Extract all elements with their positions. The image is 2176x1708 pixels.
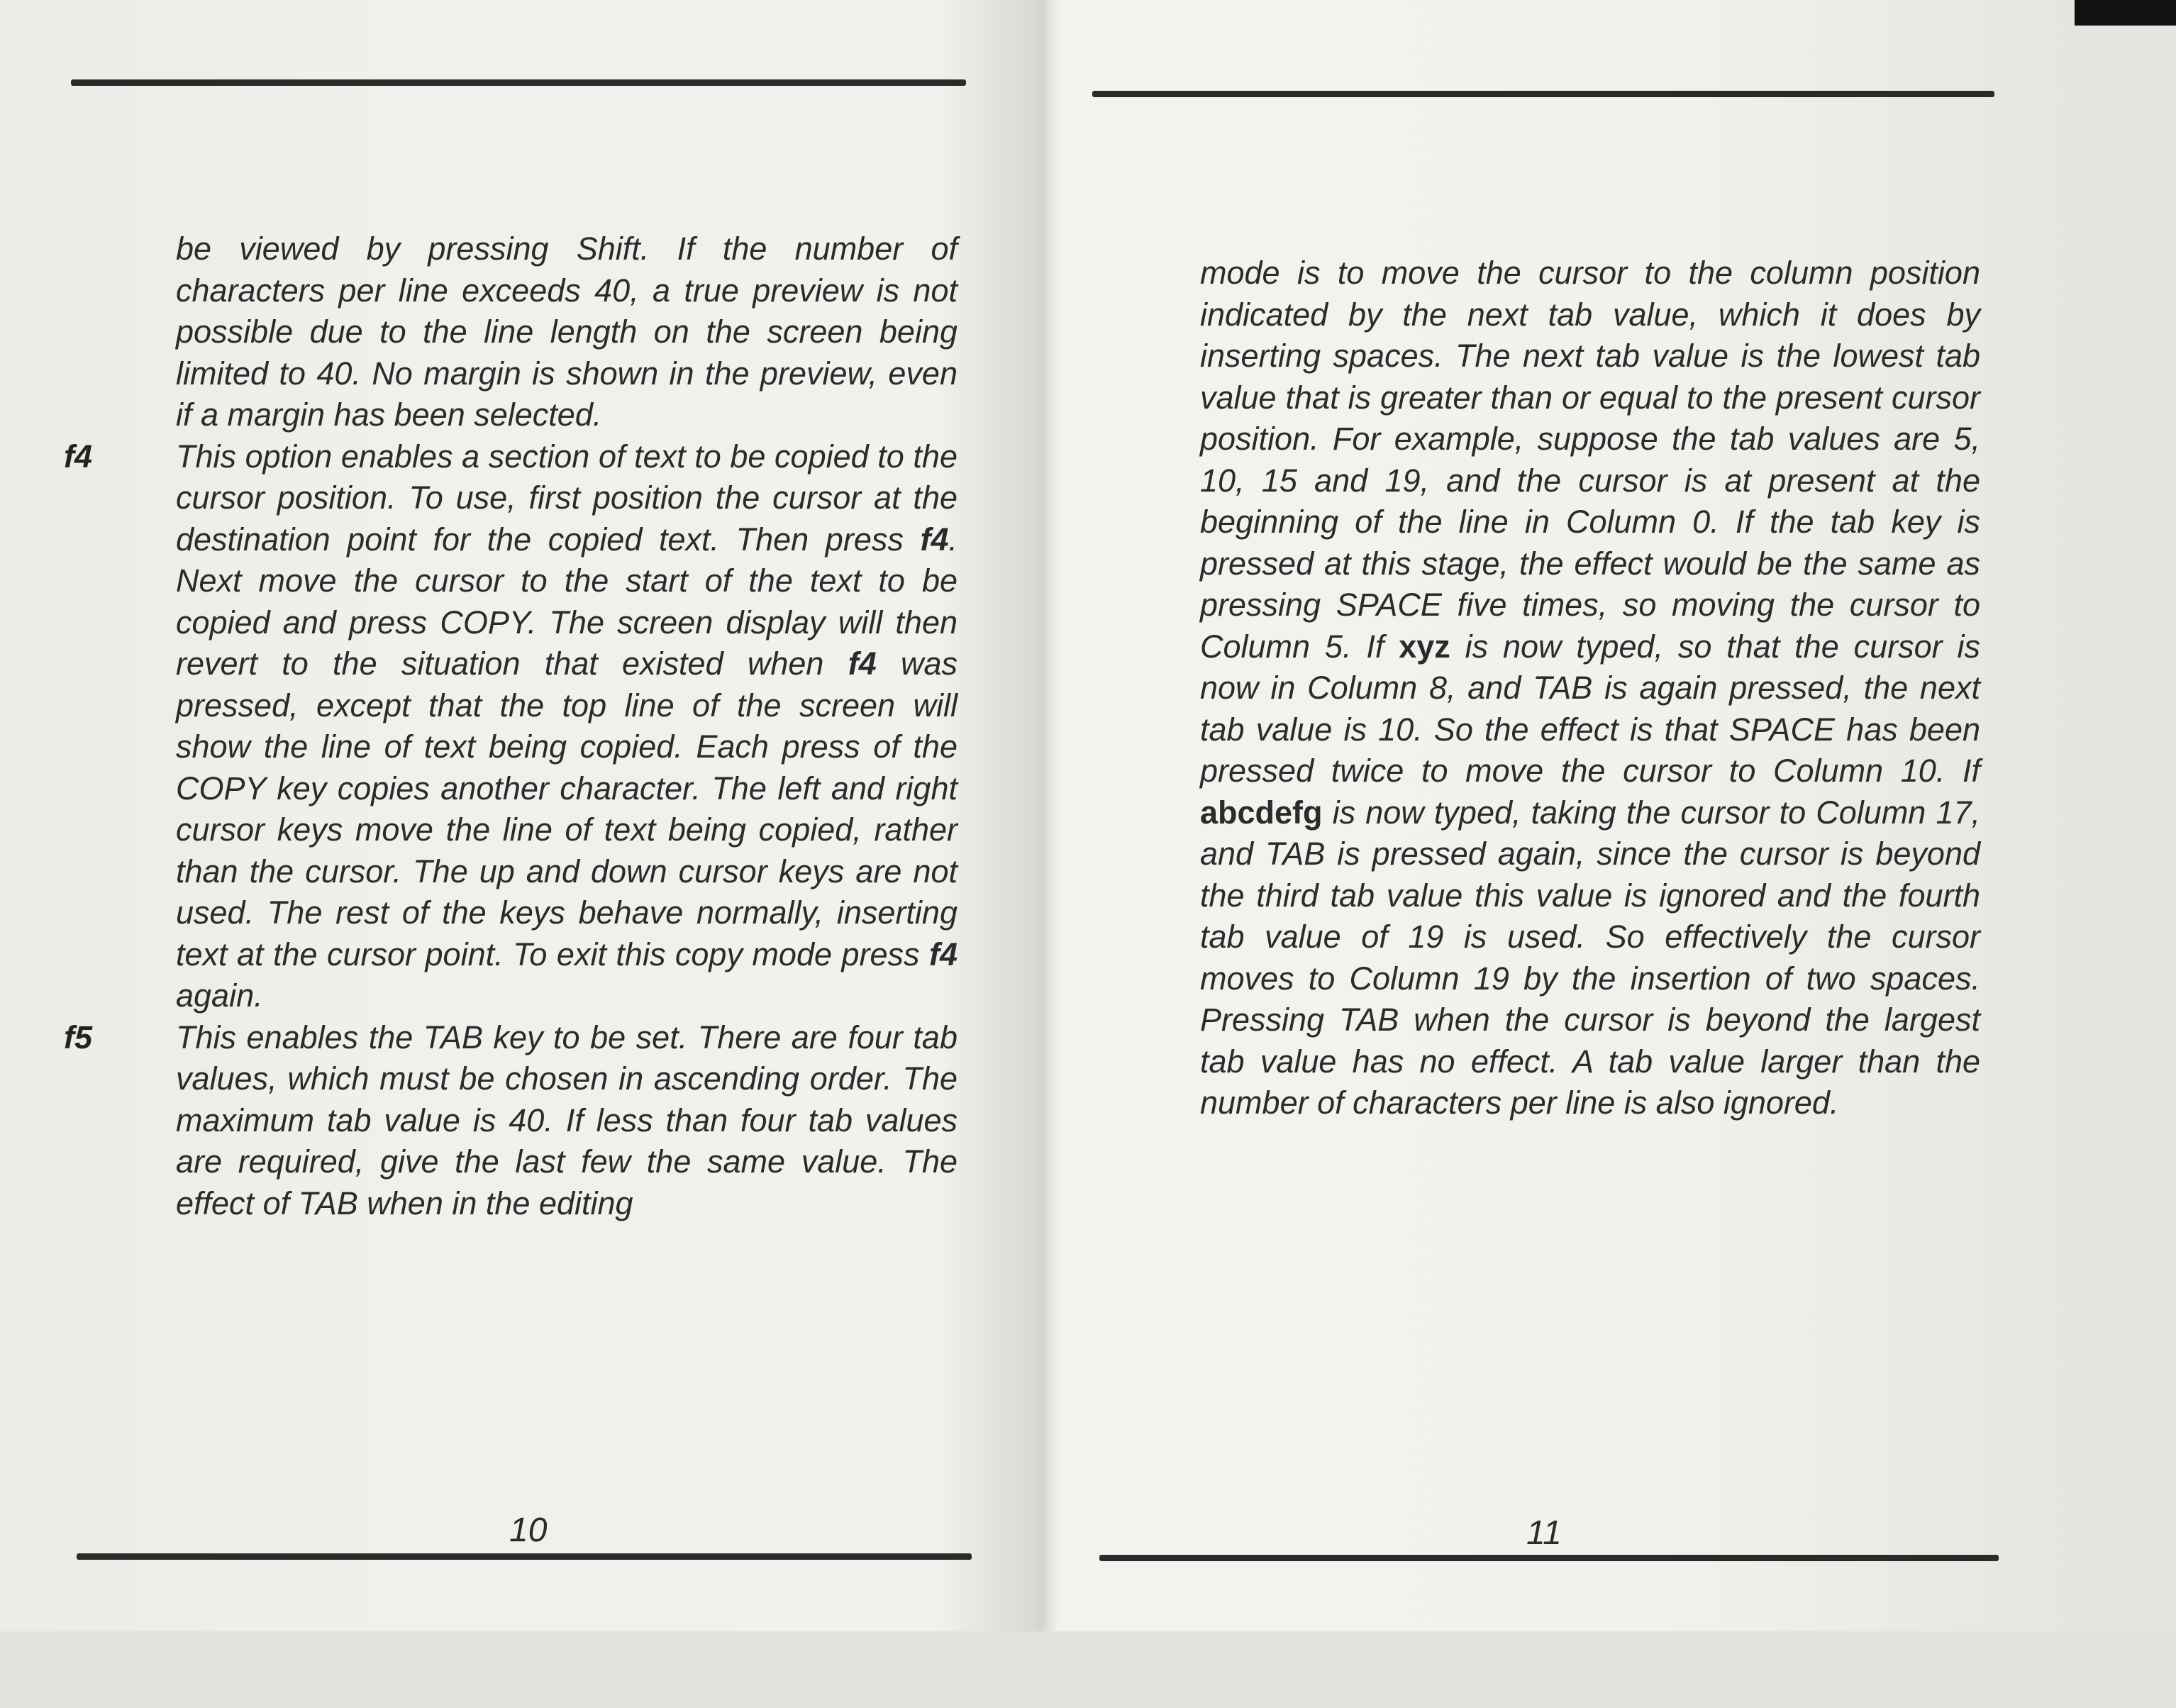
right-page-paragraph: mode is to move the cursor to the column position indicated by the next tab value, which it does by inserting spaces. The next tab value is the lowest tab value that is greater than or equal to the present cursor position. For example, suppose the tab values are 5, 10, 15 and 19, and the cursor is at present at the beginning of the line in Column 0. If the tab key is pressed at this stage, the effect would be the same as pressing SPACE five times, so moving the cursor to Column 5. If xyz is now typed, so that the cursor is now in Column 8, and TAB is again pressed, the next tab value is 10. So the effect is that SPACE has been pressed twice to move the cursor to Column 10. If abcdefg is now typed, taking the cursor to Column 17, and TAB is pressed again, since the cursor is beyond the third tab value this value is ignored and the fourth tab value of 19 is used. So effectively the cursor moves to Column 19 by the insertion of two spaces. Pressing TAB when the cursor is beyond the largest tab value has no effect. A tab value larger than the number of characters per line is also ignored. <box>1200 255 1980 1121</box>
continuation-paragraph <box>71 228 957 436</box>
entry-key-f4: f4 <box>64 438 93 475</box>
scanner-edge <box>2075 0 2176 26</box>
right-bottom-rule <box>1099 1555 1999 1561</box>
left-bottom-rule <box>77 1553 972 1560</box>
booklet-spine <box>1028 0 1057 1631</box>
left-page-number: 10 <box>509 1512 548 1549</box>
right-top-rule <box>1092 91 1994 97</box>
entry-f5 <box>64 1017 957 1225</box>
entry-f5-text: This enables the TAB key to be set. There are four tab values, which must be chosen in ascending order. The maximum tab value is 40. If less than four tab values are required, give the last few the same value. The effect of TAB when in the editing <box>176 1019 957 1221</box>
scan-background <box>0 1631 2176 1708</box>
left-top-rule <box>71 79 966 86</box>
right-page-number: 11 <box>1526 1514 1562 1552</box>
entry-f4-text: This option enables a section of text to be copied to the cursor position. To use, first position the cursor at the destination point for the copied text. Then press f4. Next move the cursor to the start of the text to be copied and press COPY. The screen display will then revert to the situation that existed when f4 was pressed, except that the top line of the screen will show the line of text being copied. Each press of the COPY key copies another character. The left and right cursor keys move the line of text being copied, rather than the cursor. The up and down cursor keys are not used. The rest of the keys behave normally, inserting text at the cursor point. To exit this copy mode press f4 again. <box>176 438 957 1014</box>
continuation-text: be viewed by pressing Shift. If the number of characters per line exceeds 40, a true preview is not possible due to the line length on the screen being limited to 40. No margin is shown in the preview, even if a margin has been selected. <box>176 231 957 433</box>
entry-key-f5: f5 <box>64 1019 93 1055</box>
entry-f4 <box>64 436 957 1017</box>
right-page-text <box>1200 253 1980 1124</box>
left-page-text <box>64 228 957 1224</box>
